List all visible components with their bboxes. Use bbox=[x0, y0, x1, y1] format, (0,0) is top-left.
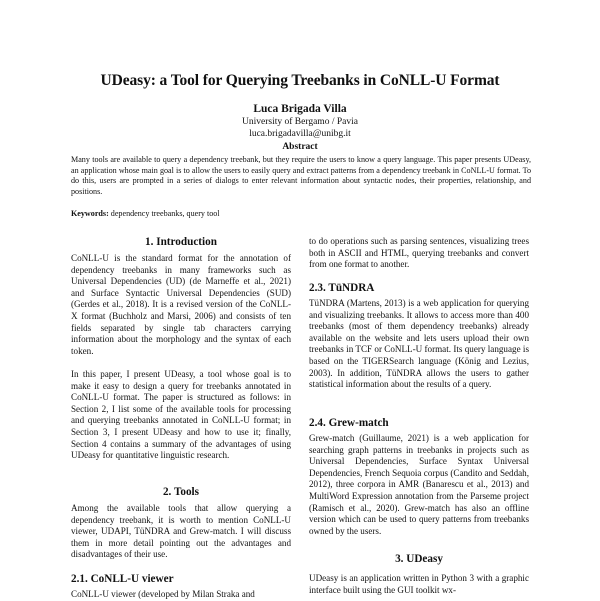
author-name: Luca Brigada Villa bbox=[253, 103, 347, 115]
keywords-label: Keywords: bbox=[71, 209, 109, 218]
paper-title: UDeasy: a Tool for Querying Treebanks in CoNLL-U Format bbox=[100, 72, 500, 89]
keywords-text: dependency treebanks, query tool bbox=[110, 209, 220, 218]
section-2-heading: 2. Tools bbox=[162, 486, 200, 498]
section-3-heading: 3. UDeasy bbox=[395, 553, 443, 565]
section-3-paragraph-1: UDeasy is an application written in Python 3 with a graphic interface built using the GUI toolkit wx- bbox=[309, 573, 529, 595]
abstract-body: Many tools are available to query a dependency treebank, but they require the users to know a query language. This paper presents UDeasy, an application whose main goal is to allow the users to easily query and extract patterns from a dependency treebank in CoNLL-U format. To do this, users are prompted in a series of dialogs to enter relevant information about syntactic nodes, their properties, relationship, and positions. bbox=[71, 155, 531, 196]
section-1-paragraph-2: In this paper, I present UDeasy, a tool whose goal is to make it easy to design a query for treebanks annotated in CoNLL-U format. The paper is structured as follows: in Section 2, I list some of the available tools for processing and querying treebanks annotated in CoNLL-U format; in Section 3, I present UDeasy and how to use it; finally, Section 4 contains a summary of the advantages of using UDeasy for quantitative linguistic research. bbox=[71, 369, 291, 461]
continued-paragraph: to do operations such as parsing sentences, visualizing trees both in ASCII and HTML, querying treebanks and convert from one format to another. bbox=[309, 236, 529, 270]
section-2-1-heading: 2.1. CoNLL-U viewer bbox=[71, 573, 174, 585]
section-2-paragraph-1: Among the available tools that allow querying a dependency treebank, it is worth to mention CoNLL-U viewer, UDAPI, TüNDRA and Grew-match. I will discuss them in more detail pointing out the advantages and disadvantages of their use. bbox=[71, 503, 291, 560]
section-2-4-heading: 2.4. Grew-match bbox=[309, 417, 389, 429]
abstract-heading: Abstract bbox=[282, 142, 318, 152]
author-email: luca.brigadavilla@unibg.it bbox=[249, 129, 351, 139]
section-1-paragraph-1: CoNLL-U is the standard format for the annotation of dependency treebanks in many frameworks such as Universal Dependencies (UD) (de Marneffe et al., 2021) and Surface Syntactic Universal Dependencies (SUD) (Gerdes et al., 2018). It is a revised version of the CoNLL-X format (Buchholz and Marsi, 2006) and consists of ten fields separated by single tab characters carrying information about the morphology and the syntax of each token. bbox=[71, 253, 291, 356]
section-2-3-heading: 2.3. TüNDRA bbox=[309, 282, 375, 294]
author-affiliation: University of Bergamo / Pavia bbox=[242, 117, 358, 127]
section-1-heading: 1. Introduction bbox=[145, 236, 217, 248]
section-2-3-paragraph-1: TüNDRA (Martens, 2013) is a web application for querying and visualizing treebanks. It allows to access more than 400 treebanks (most of them dependency treebanks) already available on the website and lets users upload their own treebanks in TCF or CoNLL-U format. Its query language is based on the TIGERSearch language (König and Lezius, 2003). In addition, TüNDRA allows the users to gather statistical information about the results of a query. bbox=[309, 298, 529, 390]
section-2-4-paragraph-1: Grew-match (Guillaume, 2021) is a web application for searching graph patterns in treebanks in projects such as Universal Dependencies, Surface Syntax Universal Dependencies, French Sequoia corpus (Candito and Seddah, 2012), three corpora in AMR (Banarescu et al., 2013) and MultiWord Expression annotation from the Parseme project (Ramisch et al., 2020). Grew-match has also an offline version which can be used to query patterns from treebanks owned by the users. bbox=[309, 433, 529, 536]
keywords bbox=[71, 209, 531, 218]
section-2-1-paragraph-1: CoNLL-U viewer (developed by Milan Straka and bbox=[71, 589, 255, 599]
